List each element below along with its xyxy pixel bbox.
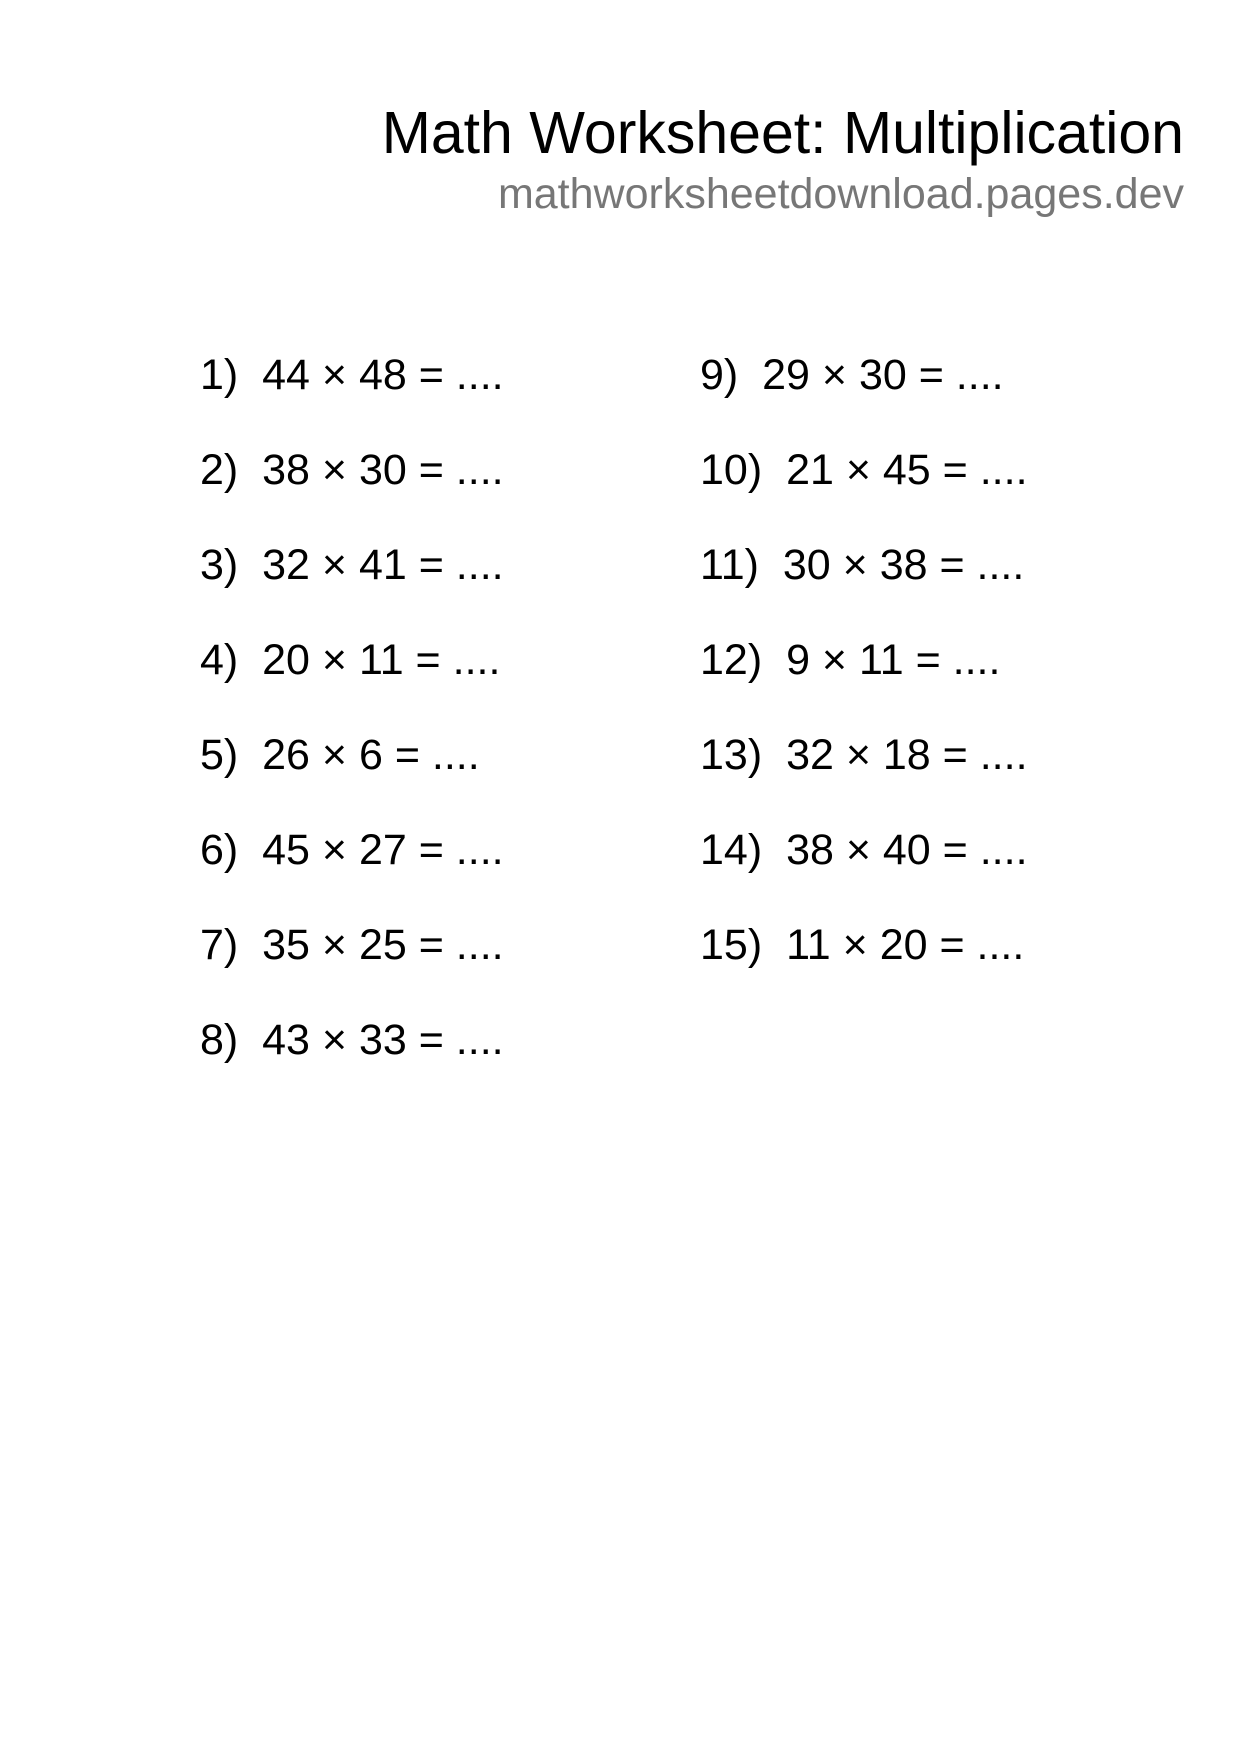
problem-expression: 21 × 45 = .... [786, 446, 1028, 494]
problem-expression: 20 × 11 = .... [262, 636, 501, 684]
problem-item [200, 729, 504, 824]
problem-number: 3) [200, 541, 239, 589]
problem-number: 1) [200, 351, 239, 399]
website-url: mathworksheetdownload.pages.dev [497, 170, 1184, 218]
problem-expression: 35 × 25 = .... [262, 921, 504, 969]
problem-column-right [700, 349, 1028, 1014]
problem-expression: 38 × 30 = .... [262, 446, 504, 494]
problem-number: 8) [200, 1016, 239, 1064]
problem-number: 5) [200, 731, 239, 779]
problem-number: 6) [200, 826, 239, 874]
problem-column-left [200, 349, 504, 1109]
problem-item [700, 824, 1028, 919]
problem-item [700, 349, 1028, 444]
problem-item [200, 539, 504, 634]
problem-expression: 11 × 20 = .... [786, 921, 1025, 969]
problem-number: 14) [700, 826, 763, 874]
problem-item [700, 444, 1028, 539]
problem-item [700, 919, 1028, 1014]
problem-number: 11) [700, 541, 759, 589]
problem-expression: 38 × 40 = .... [786, 826, 1028, 874]
problem-expression: 32 × 18 = .... [786, 731, 1028, 779]
problem-item [700, 539, 1028, 634]
problem-expression: 29 × 30 = .... [762, 351, 1004, 399]
problem-item [200, 824, 504, 919]
problem-expression: 44 × 48 = .... [262, 351, 504, 399]
problem-expression: 45 × 27 = .... [262, 826, 504, 874]
problem-expression: 32 × 41 = .... [262, 541, 504, 589]
problem-item [200, 634, 504, 729]
problem-item [700, 634, 1028, 729]
problem-number: 2) [200, 446, 239, 494]
problem-item [200, 1014, 504, 1109]
problem-number: 15) [700, 921, 763, 969]
problem-number: 12) [700, 636, 763, 684]
problem-item [700, 729, 1028, 824]
problem-number: 9) [700, 351, 739, 399]
problem-number: 13) [700, 731, 763, 779]
page-title: Math Worksheet: Multiplication [381, 100, 1184, 166]
problem-item [200, 349, 504, 444]
problem-number: 4) [200, 636, 239, 684]
problem-expression: 43 × 33 = .... [262, 1016, 504, 1064]
worksheet-header [382, 98, 1184, 220]
problem-expression: 30 × 38 = .... [782, 541, 1025, 589]
problem-number: 10) [700, 446, 763, 494]
problem-item [200, 444, 504, 539]
problem-expression: 26 × 6 = .... [262, 731, 480, 779]
problem-number: 7) [200, 921, 239, 969]
problem-expression: 9 × 11 = .... [786, 636, 1001, 684]
problem-item [200, 919, 504, 1014]
